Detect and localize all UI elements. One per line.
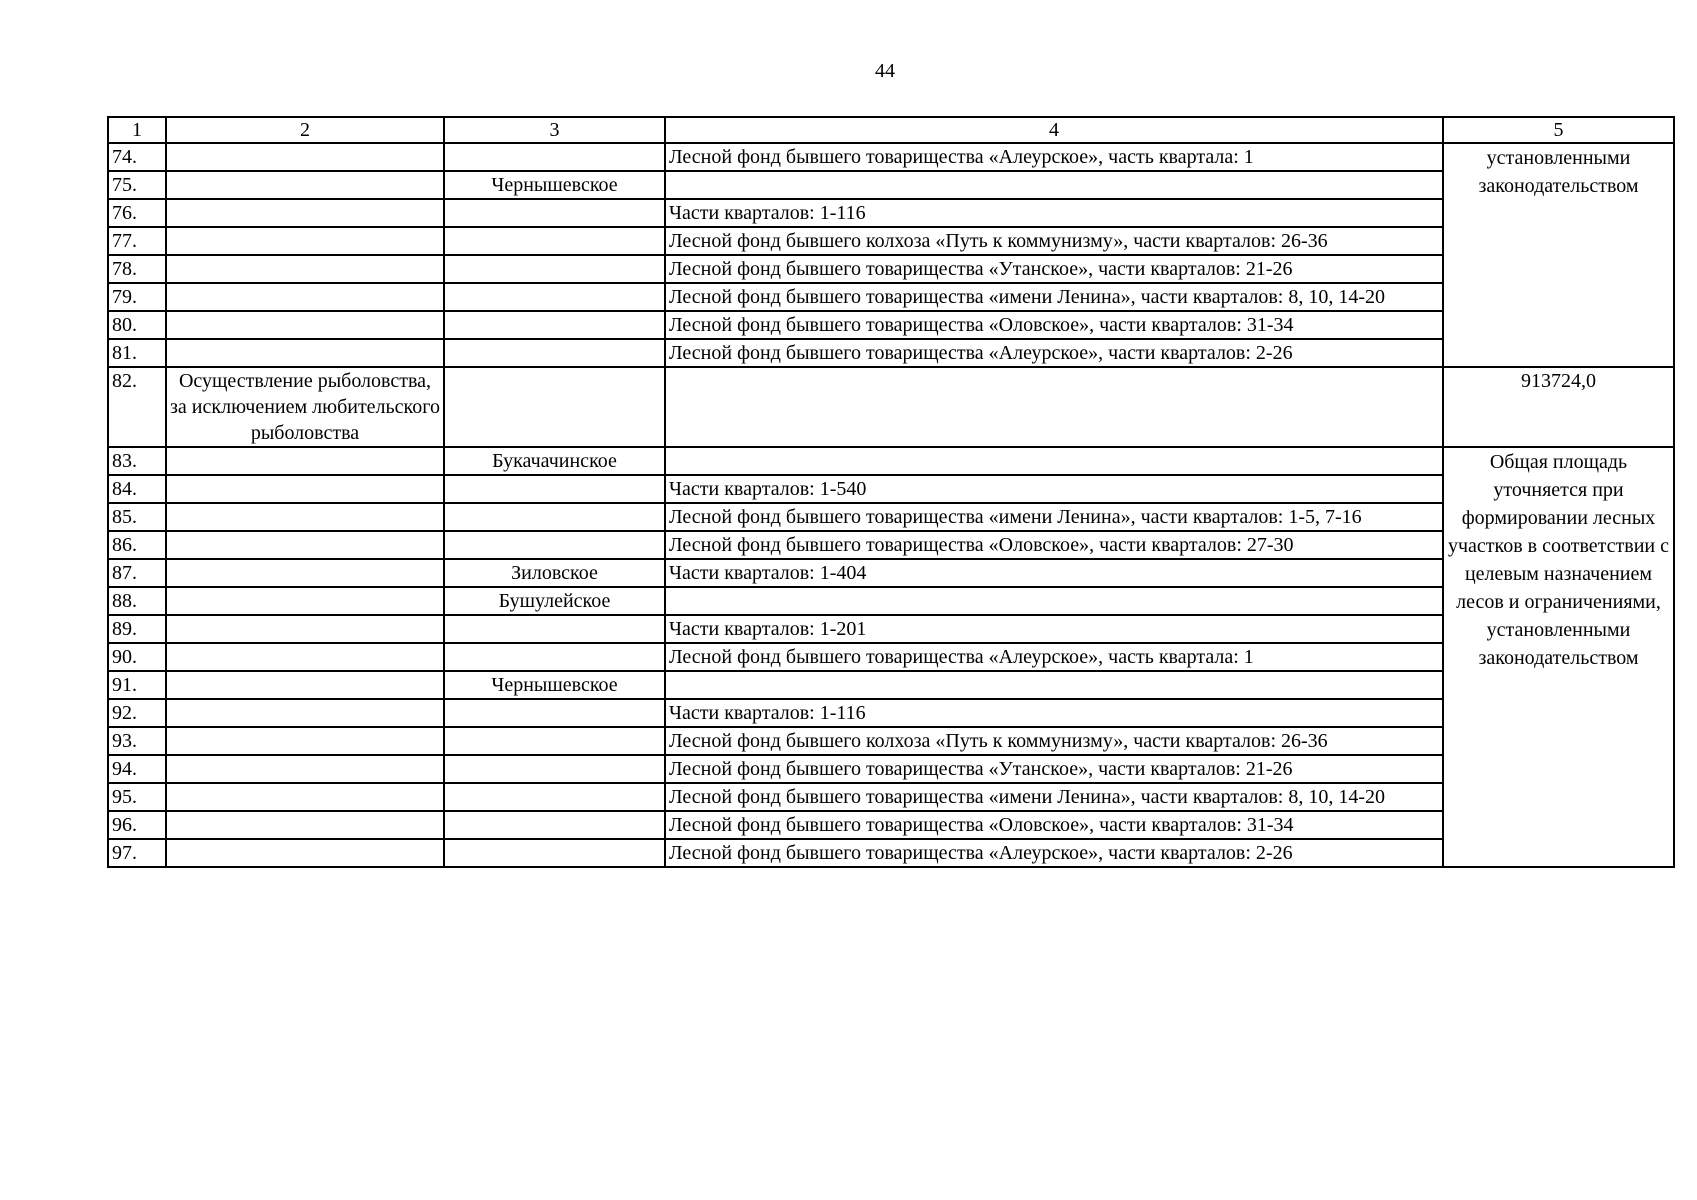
activity-cell [166,447,444,475]
district-cell [444,727,665,755]
table-row [108,475,1674,503]
row-number-cell: 80. [108,311,166,339]
activity-cell [166,811,444,839]
table-row [108,727,1674,755]
table-row [108,755,1674,783]
activity-cell [166,227,444,255]
row-number-cell: 85. [108,503,166,531]
district-cell: Бушулейское [444,587,665,615]
row-number-cell: 90. [108,643,166,671]
area-note-cell: Общая площадь уточняется при формировании лесных участков в соответствии с целевым назначением лесов и ограничениями, установленными законодательством [1443,447,1674,867]
activity-cell [166,727,444,755]
table-row [108,531,1674,559]
activity-cell [166,839,444,867]
forest-description-cell: Лесной фонд бывшего товарищества «имени Ленина», части кварталов: 8, 10, 14-20 [665,283,1443,311]
table-row [108,255,1674,283]
activity-cell [166,559,444,587]
row-number-cell: 83. [108,447,166,475]
forest-description-cell [665,447,1443,475]
activity-cell [166,587,444,615]
district-cell [444,615,665,643]
row-number-cell: 75. [108,171,166,199]
activity-cell [166,311,444,339]
district-cell [444,811,665,839]
district-cell [444,643,665,671]
row-number-cell: 86. [108,531,166,559]
row-number-cell: 74. [108,143,166,171]
table-row [108,615,1674,643]
header-cell: 1 [108,117,166,143]
row-number-cell: 84. [108,475,166,503]
forest-description-cell [665,367,1443,447]
activity-cell [166,339,444,367]
table-row [108,199,1674,227]
district-cell [444,283,665,311]
forest-description-cell: Лесной фонд бывшего товарищества «Оловское», части кварталов: 31-34 [665,311,1443,339]
activity-cell [166,255,444,283]
table-header-row [108,117,1674,143]
table-row [108,339,1674,367]
table-row [108,227,1674,255]
header-cell: 5 [1443,117,1674,143]
table-row [108,839,1674,867]
row-number-cell: 81. [108,339,166,367]
forest-description-cell: Части кварталов: 1-404 [665,559,1443,587]
activity-cell [166,143,444,171]
table-row [108,283,1674,311]
row-number-cell: 95. [108,783,166,811]
activity-cell [166,171,444,199]
district-cell [444,531,665,559]
district-cell [444,699,665,727]
table-row [108,643,1674,671]
forest-description-cell: Лесной фонд бывшего товарищества «имени Ленина», части кварталов: 8, 10, 14-20 [665,783,1443,811]
forest-description-cell: Лесной фонд бывшего товарищества «Утанское», части кварталов: 21-26 [665,755,1443,783]
row-number-cell: 93. [108,727,166,755]
area-note-cell: установленными законодательством [1443,143,1674,367]
forest-description-cell: Лесной фонд бывшего товарищества «Оловское», части кварталов: 31-34 [665,811,1443,839]
forest-description-cell: Части кварталов: 1-116 [665,199,1443,227]
table-row [108,559,1674,587]
row-number-cell: 91. [108,671,166,699]
district-cell: Зиловское [444,559,665,587]
page-number: 44 [875,60,895,82]
header-cell: 3 [444,117,665,143]
forest-description-cell: Лесной фонд бывшего товарищества «Утанское», части кварталов: 21-26 [665,255,1443,283]
row-number-cell: 77. [108,227,166,255]
forest-description-cell: Лесной фонд бывшего товарищества «Алеурское», часть квартала: 1 [665,643,1443,671]
activity-cell [166,283,444,311]
row-number-cell: 97. [108,839,166,867]
district-cell [444,339,665,367]
row-number-cell: 94. [108,755,166,783]
district-cell: Чернышевское [444,171,665,199]
district-cell [444,783,665,811]
forest-description-cell [665,587,1443,615]
forest-description-cell: Лесной фонд бывшего колхоза «Путь к коммунизму», части кварталов: 26-36 [665,227,1443,255]
row-number-cell: 78. [108,255,166,283]
activity-cell [166,503,444,531]
table-row [108,503,1674,531]
row-number-cell: 92. [108,699,166,727]
activity-cell: Осуществление рыболовства, за исключением любительского рыболовства [166,367,444,447]
forest-description-cell [665,671,1443,699]
district-cell [444,367,665,447]
activity-cell [166,783,444,811]
forest-description-cell [665,171,1443,199]
document-table [107,116,1675,868]
area-value-cell: 913724,0 [1443,367,1674,447]
activity-cell [166,643,444,671]
table-row [108,587,1674,615]
table-row [108,699,1674,727]
forest-description-cell: Лесной фонд бывшего товарищества «Алеурское», части кварталов: 2-26 [665,839,1443,867]
activity-cell [166,755,444,783]
district-cell [444,755,665,783]
forest-description-cell: Части кварталов: 1-116 [665,699,1443,727]
row-number-cell: 87. [108,559,166,587]
row-number-cell: 89. [108,615,166,643]
table-row [108,783,1674,811]
district-cell [444,143,665,171]
table-row [108,447,1674,475]
row-number-cell: 88. [108,587,166,615]
activity-cell [166,671,444,699]
header-cell: 4 [665,117,1443,143]
header-cell: 2 [166,117,444,143]
activity-cell [166,531,444,559]
district-cell [444,475,665,503]
forest-description-cell: Лесной фонд бывшего товарищества «Оловское», части кварталов: 27-30 [665,531,1443,559]
table-row [108,171,1674,199]
district-cell: Чернышевское [444,671,665,699]
row-number-cell: 96. [108,811,166,839]
table-row [108,671,1674,699]
activity-cell [166,199,444,227]
district-cell: Букачачинское [444,447,665,475]
table-row [108,811,1674,839]
table-row [108,311,1674,339]
forest-description-cell: Лесной фонд бывшего товарищества «имени Ленина», части кварталов: 1-5, 7-16 [665,503,1443,531]
forest-description-cell: Части кварталов: 1-540 [665,475,1443,503]
forest-description-cell: Лесной фонд бывшего товарищества «Алеурское», части кварталов: 2-26 [665,339,1443,367]
table-row [108,143,1674,171]
district-cell [444,311,665,339]
row-number-cell: 79. [108,283,166,311]
district-cell [444,839,665,867]
district-cell [444,227,665,255]
forest-description-cell: Лесной фонд бывшего колхоза «Путь к коммунизму», части кварталов: 26-36 [665,727,1443,755]
district-cell [444,255,665,283]
activity-cell [166,699,444,727]
district-cell [444,199,665,227]
forest-description-cell: Части кварталов: 1-201 [665,615,1443,643]
row-number-cell: 76. [108,199,166,227]
row-number-cell: 82. [108,367,166,447]
table-row [108,367,1674,447]
activity-cell [166,475,444,503]
forest-description-cell: Лесной фонд бывшего товарищества «Алеурское», часть квартала: 1 [665,143,1443,171]
district-cell [444,503,665,531]
activity-cell [166,615,444,643]
